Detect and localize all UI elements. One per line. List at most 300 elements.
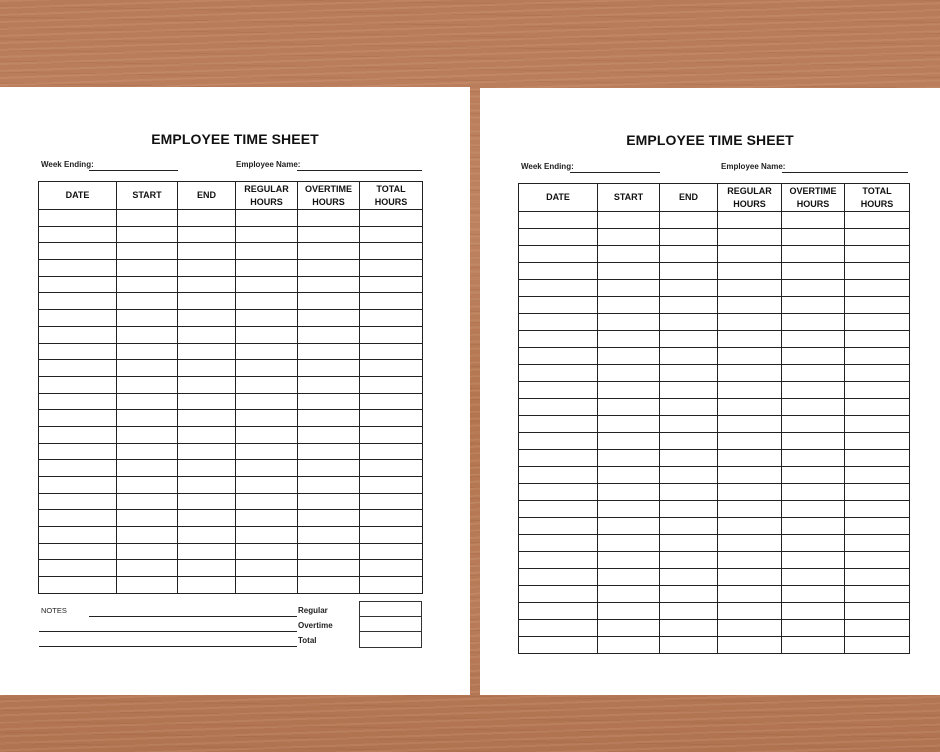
cell-start[interactable] bbox=[117, 293, 178, 310]
cell-overtime-hours[interactable] bbox=[782, 416, 845, 433]
cell-start[interactable] bbox=[598, 501, 660, 518]
cell-total-hours[interactable] bbox=[845, 603, 910, 620]
cell-regular-hours[interactable] bbox=[718, 484, 782, 501]
cell-start[interactable] bbox=[598, 586, 660, 603]
cell-total-hours[interactable] bbox=[845, 501, 910, 518]
cell-overtime-hours[interactable] bbox=[782, 467, 845, 484]
cell-overtime-hours[interactable] bbox=[298, 460, 360, 477]
cell-total-hours[interactable] bbox=[360, 376, 423, 393]
cell-regular-hours[interactable] bbox=[236, 443, 298, 460]
cell-start[interactable] bbox=[598, 603, 660, 620]
cell-start[interactable] bbox=[117, 543, 178, 560]
cell-total-hours[interactable] bbox=[845, 416, 910, 433]
cell-regular-hours[interactable] bbox=[718, 263, 782, 280]
cell-date[interactable] bbox=[519, 365, 598, 382]
cell-overtime-hours[interactable] bbox=[298, 260, 360, 277]
cell-date[interactable] bbox=[519, 484, 598, 501]
cell-regular-hours[interactable] bbox=[718, 331, 782, 348]
cell-date[interactable] bbox=[519, 467, 598, 484]
cell-total-hours[interactable] bbox=[845, 382, 910, 399]
cell-start[interactable] bbox=[598, 416, 660, 433]
cell-total-hours[interactable] bbox=[845, 484, 910, 501]
cell-end[interactable] bbox=[178, 460, 236, 477]
cell-total-hours[interactable] bbox=[845, 586, 910, 603]
cell-end[interactable] bbox=[660, 297, 718, 314]
cell-overtime-hours[interactable] bbox=[298, 360, 360, 377]
cell-date[interactable] bbox=[519, 382, 598, 399]
cell-total-hours[interactable] bbox=[360, 543, 423, 560]
cell-end[interactable] bbox=[660, 450, 718, 467]
cell-total-hours[interactable] bbox=[845, 620, 910, 637]
cell-end[interactable] bbox=[660, 246, 718, 263]
cell-end[interactable] bbox=[178, 276, 236, 293]
cell-overtime-hours[interactable] bbox=[298, 310, 360, 327]
cell-regular-hours[interactable] bbox=[236, 326, 298, 343]
cell-date[interactable] bbox=[519, 212, 598, 229]
cell-total-hours[interactable] bbox=[845, 450, 910, 467]
cell-regular-hours[interactable] bbox=[718, 348, 782, 365]
cell-date[interactable] bbox=[39, 243, 117, 260]
cell-end[interactable] bbox=[178, 443, 236, 460]
cell-overtime-hours[interactable] bbox=[298, 226, 360, 243]
overtime-total-field[interactable] bbox=[360, 617, 421, 632]
cell-overtime-hours[interactable] bbox=[298, 326, 360, 343]
cell-date[interactable] bbox=[519, 229, 598, 246]
cell-end[interactable] bbox=[660, 552, 718, 569]
cell-overtime-hours[interactable] bbox=[782, 569, 845, 586]
cell-date[interactable] bbox=[39, 226, 117, 243]
cell-end[interactable] bbox=[660, 365, 718, 382]
cell-start[interactable] bbox=[598, 348, 660, 365]
cell-overtime-hours[interactable] bbox=[298, 577, 360, 594]
cell-overtime-hours[interactable] bbox=[782, 280, 845, 297]
cell-end[interactable] bbox=[660, 484, 718, 501]
cell-start[interactable] bbox=[117, 426, 178, 443]
cell-regular-hours[interactable] bbox=[236, 393, 298, 410]
cell-date[interactable] bbox=[519, 331, 598, 348]
cell-total-hours[interactable] bbox=[360, 260, 423, 277]
cell-start[interactable] bbox=[117, 527, 178, 544]
cell-overtime-hours[interactable] bbox=[782, 297, 845, 314]
cell-overtime-hours[interactable] bbox=[298, 510, 360, 527]
cell-start[interactable] bbox=[598, 382, 660, 399]
cell-total-hours[interactable] bbox=[360, 326, 423, 343]
cell-total-hours[interactable] bbox=[845, 246, 910, 263]
cell-date[interactable] bbox=[39, 477, 117, 494]
cell-overtime-hours[interactable] bbox=[782, 365, 845, 382]
cell-overtime-hours[interactable] bbox=[782, 314, 845, 331]
cell-start[interactable] bbox=[117, 260, 178, 277]
cell-start[interactable] bbox=[598, 450, 660, 467]
regular-total-field[interactable] bbox=[360, 602, 421, 617]
cell-overtime-hours[interactable] bbox=[298, 276, 360, 293]
cell-date[interactable] bbox=[519, 603, 598, 620]
cell-date[interactable] bbox=[39, 276, 117, 293]
cell-regular-hours[interactable] bbox=[718, 552, 782, 569]
cell-end[interactable] bbox=[178, 293, 236, 310]
cell-date[interactable] bbox=[39, 577, 117, 594]
cell-date[interactable] bbox=[39, 393, 117, 410]
cell-date[interactable] bbox=[519, 620, 598, 637]
cell-overtime-hours[interactable] bbox=[782, 450, 845, 467]
cell-overtime-hours[interactable] bbox=[782, 229, 845, 246]
cell-overtime-hours[interactable] bbox=[782, 331, 845, 348]
notes-line-1[interactable] bbox=[89, 616, 297, 617]
cell-regular-hours[interactable] bbox=[718, 280, 782, 297]
cell-start[interactable] bbox=[117, 343, 178, 360]
cell-total-hours[interactable] bbox=[845, 467, 910, 484]
cell-end[interactable] bbox=[660, 331, 718, 348]
cell-end[interactable] bbox=[178, 310, 236, 327]
cell-date[interactable] bbox=[519, 501, 598, 518]
cell-start[interactable] bbox=[117, 493, 178, 510]
cell-total-hours[interactable] bbox=[360, 510, 423, 527]
cell-total-hours[interactable] bbox=[845, 280, 910, 297]
cell-regular-hours[interactable] bbox=[236, 210, 298, 227]
cell-total-hours[interactable] bbox=[845, 263, 910, 280]
cell-total-hours[interactable] bbox=[845, 552, 910, 569]
cell-date[interactable] bbox=[519, 450, 598, 467]
cell-end[interactable] bbox=[178, 527, 236, 544]
cell-end[interactable] bbox=[660, 280, 718, 297]
cell-total-hours[interactable] bbox=[845, 518, 910, 535]
cell-regular-hours[interactable] bbox=[718, 433, 782, 450]
cell-date[interactable] bbox=[39, 460, 117, 477]
cell-regular-hours[interactable] bbox=[718, 399, 782, 416]
cell-start[interactable] bbox=[117, 510, 178, 527]
cell-end[interactable] bbox=[178, 210, 236, 227]
cell-start[interactable] bbox=[598, 280, 660, 297]
cell-end[interactable] bbox=[660, 637, 718, 654]
cell-start[interactable] bbox=[598, 229, 660, 246]
cell-start[interactable] bbox=[598, 535, 660, 552]
cell-overtime-hours[interactable] bbox=[782, 586, 845, 603]
cell-overtime-hours[interactable] bbox=[782, 637, 845, 654]
cell-end[interactable] bbox=[660, 501, 718, 518]
cell-date[interactable] bbox=[39, 560, 117, 577]
cell-date[interactable] bbox=[39, 543, 117, 560]
cell-regular-hours[interactable] bbox=[236, 510, 298, 527]
cell-date[interactable] bbox=[39, 260, 117, 277]
cell-total-hours[interactable] bbox=[360, 393, 423, 410]
cell-regular-hours[interactable] bbox=[236, 527, 298, 544]
cell-overtime-hours[interactable] bbox=[782, 433, 845, 450]
cell-total-hours[interactable] bbox=[360, 410, 423, 427]
cell-regular-hours[interactable] bbox=[718, 637, 782, 654]
cell-start[interactable] bbox=[598, 246, 660, 263]
cell-date[interactable] bbox=[39, 410, 117, 427]
cell-start[interactable] bbox=[598, 518, 660, 535]
cell-regular-hours[interactable] bbox=[236, 460, 298, 477]
cell-start[interactable] bbox=[598, 552, 660, 569]
cell-total-hours[interactable] bbox=[845, 297, 910, 314]
employee-name-field[interactable] bbox=[782, 172, 908, 173]
cell-start[interactable] bbox=[117, 310, 178, 327]
cell-start[interactable] bbox=[598, 399, 660, 416]
cell-start[interactable] bbox=[598, 365, 660, 382]
cell-start[interactable] bbox=[117, 443, 178, 460]
cell-regular-hours[interactable] bbox=[718, 314, 782, 331]
cell-start[interactable] bbox=[117, 226, 178, 243]
cell-total-hours[interactable] bbox=[845, 365, 910, 382]
cell-regular-hours[interactable] bbox=[236, 493, 298, 510]
cell-end[interactable] bbox=[178, 426, 236, 443]
cell-overtime-hours[interactable] bbox=[298, 443, 360, 460]
cell-overtime-hours[interactable] bbox=[298, 243, 360, 260]
cell-total-hours[interactable] bbox=[360, 293, 423, 310]
cell-start[interactable] bbox=[117, 243, 178, 260]
cell-start[interactable] bbox=[598, 297, 660, 314]
cell-end[interactable] bbox=[178, 543, 236, 560]
cell-end[interactable] bbox=[178, 577, 236, 594]
cell-overtime-hours[interactable] bbox=[782, 382, 845, 399]
cell-end[interactable] bbox=[660, 433, 718, 450]
cell-date[interactable] bbox=[519, 280, 598, 297]
cell-overtime-hours[interactable] bbox=[298, 543, 360, 560]
cell-date[interactable] bbox=[519, 399, 598, 416]
cell-start[interactable] bbox=[598, 484, 660, 501]
cell-regular-hours[interactable] bbox=[718, 467, 782, 484]
cell-end[interactable] bbox=[660, 229, 718, 246]
cell-total-hours[interactable] bbox=[360, 360, 423, 377]
cell-end[interactable] bbox=[660, 348, 718, 365]
cell-overtime-hours[interactable] bbox=[298, 410, 360, 427]
cell-start[interactable] bbox=[117, 477, 178, 494]
cell-end[interactable] bbox=[660, 416, 718, 433]
cell-regular-hours[interactable] bbox=[236, 543, 298, 560]
cell-regular-hours[interactable] bbox=[236, 426, 298, 443]
cell-end[interactable] bbox=[178, 493, 236, 510]
cell-overtime-hours[interactable] bbox=[782, 603, 845, 620]
cell-date[interactable] bbox=[39, 360, 117, 377]
cell-regular-hours[interactable] bbox=[236, 226, 298, 243]
cell-date[interactable] bbox=[519, 569, 598, 586]
cell-total-hours[interactable] bbox=[845, 331, 910, 348]
cell-overtime-hours[interactable] bbox=[782, 484, 845, 501]
cell-regular-hours[interactable] bbox=[718, 603, 782, 620]
cell-overtime-hours[interactable] bbox=[782, 348, 845, 365]
cell-date[interactable] bbox=[519, 314, 598, 331]
cell-end[interactable] bbox=[178, 510, 236, 527]
cell-start[interactable] bbox=[598, 637, 660, 654]
cell-overtime-hours[interactable] bbox=[298, 210, 360, 227]
cell-date[interactable] bbox=[39, 376, 117, 393]
notes-line-3[interactable] bbox=[39, 646, 297, 647]
cell-end[interactable] bbox=[178, 393, 236, 410]
cell-start[interactable] bbox=[117, 560, 178, 577]
cell-total-hours[interactable] bbox=[845, 569, 910, 586]
cell-regular-hours[interactable] bbox=[236, 477, 298, 494]
cell-regular-hours[interactable] bbox=[718, 586, 782, 603]
cell-overtime-hours[interactable] bbox=[782, 212, 845, 229]
cell-end[interactable] bbox=[178, 560, 236, 577]
cell-overtime-hours[interactable] bbox=[298, 527, 360, 544]
cell-start[interactable] bbox=[598, 569, 660, 586]
cell-start[interactable] bbox=[117, 460, 178, 477]
cell-regular-hours[interactable] bbox=[236, 360, 298, 377]
cell-regular-hours[interactable] bbox=[718, 518, 782, 535]
cell-total-hours[interactable] bbox=[360, 243, 423, 260]
cell-total-hours[interactable] bbox=[845, 314, 910, 331]
cell-start[interactable] bbox=[598, 263, 660, 280]
cell-date[interactable] bbox=[519, 263, 598, 280]
cell-end[interactable] bbox=[178, 243, 236, 260]
cell-total-hours[interactable] bbox=[360, 226, 423, 243]
cell-overtime-hours[interactable] bbox=[298, 560, 360, 577]
cell-end[interactable] bbox=[660, 212, 718, 229]
cell-date[interactable] bbox=[39, 210, 117, 227]
cell-date[interactable] bbox=[39, 426, 117, 443]
cell-end[interactable] bbox=[660, 535, 718, 552]
cell-end[interactable] bbox=[660, 603, 718, 620]
cell-end[interactable] bbox=[178, 477, 236, 494]
cell-regular-hours[interactable] bbox=[718, 246, 782, 263]
cell-date[interactable] bbox=[519, 416, 598, 433]
cell-regular-hours[interactable] bbox=[236, 343, 298, 360]
cell-total-hours[interactable] bbox=[360, 460, 423, 477]
cell-start[interactable] bbox=[598, 433, 660, 450]
cell-date[interactable] bbox=[519, 535, 598, 552]
cell-overtime-hours[interactable] bbox=[782, 399, 845, 416]
cell-date[interactable] bbox=[39, 343, 117, 360]
cell-end[interactable] bbox=[178, 376, 236, 393]
cell-end[interactable] bbox=[660, 314, 718, 331]
cell-end[interactable] bbox=[178, 410, 236, 427]
cell-date[interactable] bbox=[519, 552, 598, 569]
cell-total-hours[interactable] bbox=[845, 433, 910, 450]
cell-regular-hours[interactable] bbox=[718, 365, 782, 382]
cell-total-hours[interactable] bbox=[360, 343, 423, 360]
cell-total-hours[interactable] bbox=[360, 276, 423, 293]
cell-date[interactable] bbox=[519, 586, 598, 603]
cell-total-hours[interactable] bbox=[360, 577, 423, 594]
cell-start[interactable] bbox=[117, 360, 178, 377]
cell-end[interactable] bbox=[178, 226, 236, 243]
cell-regular-hours[interactable] bbox=[718, 297, 782, 314]
cell-start[interactable] bbox=[598, 314, 660, 331]
cell-start[interactable] bbox=[117, 210, 178, 227]
cell-end[interactable] bbox=[178, 326, 236, 343]
week-ending-field[interactable] bbox=[570, 172, 660, 173]
cell-regular-hours[interactable] bbox=[718, 535, 782, 552]
cell-overtime-hours[interactable] bbox=[782, 246, 845, 263]
cell-regular-hours[interactable] bbox=[236, 410, 298, 427]
cell-overtime-hours[interactable] bbox=[298, 493, 360, 510]
cell-date[interactable] bbox=[39, 443, 117, 460]
cell-total-hours[interactable] bbox=[360, 560, 423, 577]
cell-start[interactable] bbox=[598, 212, 660, 229]
cell-start[interactable] bbox=[117, 376, 178, 393]
cell-date[interactable] bbox=[39, 293, 117, 310]
cell-end[interactable] bbox=[178, 360, 236, 377]
cell-end[interactable] bbox=[660, 399, 718, 416]
cell-overtime-hours[interactable] bbox=[782, 620, 845, 637]
cell-regular-hours[interactable] bbox=[236, 260, 298, 277]
cell-total-hours[interactable] bbox=[845, 212, 910, 229]
cell-total-hours[interactable] bbox=[360, 310, 423, 327]
cell-total-hours[interactable] bbox=[360, 443, 423, 460]
cell-date[interactable] bbox=[519, 518, 598, 535]
cell-date[interactable] bbox=[519, 246, 598, 263]
cell-overtime-hours[interactable] bbox=[782, 535, 845, 552]
notes-line-2[interactable] bbox=[39, 631, 297, 632]
cell-regular-hours[interactable] bbox=[718, 620, 782, 637]
cell-overtime-hours[interactable] bbox=[782, 518, 845, 535]
cell-end[interactable] bbox=[660, 263, 718, 280]
cell-total-hours[interactable] bbox=[845, 535, 910, 552]
cell-regular-hours[interactable] bbox=[718, 229, 782, 246]
cell-regular-hours[interactable] bbox=[718, 569, 782, 586]
cell-end[interactable] bbox=[178, 260, 236, 277]
cell-date[interactable] bbox=[39, 493, 117, 510]
cell-total-hours[interactable] bbox=[360, 210, 423, 227]
cell-date[interactable] bbox=[39, 326, 117, 343]
cell-start[interactable] bbox=[598, 331, 660, 348]
cell-end[interactable] bbox=[660, 467, 718, 484]
cell-regular-hours[interactable] bbox=[718, 501, 782, 518]
cell-regular-hours[interactable] bbox=[718, 212, 782, 229]
cell-start[interactable] bbox=[117, 577, 178, 594]
cell-overtime-hours[interactable] bbox=[298, 477, 360, 494]
cell-overtime-hours[interactable] bbox=[782, 552, 845, 569]
cell-total-hours[interactable] bbox=[360, 527, 423, 544]
cell-total-hours[interactable] bbox=[360, 477, 423, 494]
cell-overtime-hours[interactable] bbox=[298, 293, 360, 310]
cell-date[interactable] bbox=[519, 348, 598, 365]
cell-date[interactable] bbox=[39, 310, 117, 327]
cell-date[interactable] bbox=[39, 510, 117, 527]
cell-start[interactable] bbox=[117, 393, 178, 410]
cell-date[interactable] bbox=[519, 433, 598, 450]
cell-total-hours[interactable] bbox=[360, 493, 423, 510]
cell-regular-hours[interactable] bbox=[236, 577, 298, 594]
cell-end[interactable] bbox=[660, 620, 718, 637]
cell-total-hours[interactable] bbox=[845, 229, 910, 246]
cell-end[interactable] bbox=[660, 569, 718, 586]
cell-regular-hours[interactable] bbox=[236, 243, 298, 260]
cell-regular-hours[interactable] bbox=[718, 416, 782, 433]
grand-total-field[interactable] bbox=[360, 632, 421, 647]
cell-overtime-hours[interactable] bbox=[782, 501, 845, 518]
cell-date[interactable] bbox=[39, 527, 117, 544]
cell-regular-hours[interactable] bbox=[236, 376, 298, 393]
cell-start[interactable] bbox=[117, 276, 178, 293]
cell-total-hours[interactable] bbox=[845, 399, 910, 416]
cell-regular-hours[interactable] bbox=[236, 293, 298, 310]
week-ending-field[interactable] bbox=[89, 170, 178, 171]
cell-overtime-hours[interactable] bbox=[782, 263, 845, 280]
cell-regular-hours[interactable] bbox=[236, 276, 298, 293]
cell-end[interactable] bbox=[660, 586, 718, 603]
cell-total-hours[interactable] bbox=[360, 426, 423, 443]
cell-overtime-hours[interactable] bbox=[298, 376, 360, 393]
cell-overtime-hours[interactable] bbox=[298, 393, 360, 410]
cell-overtime-hours[interactable] bbox=[298, 343, 360, 360]
cell-start[interactable] bbox=[117, 326, 178, 343]
cell-end[interactable] bbox=[178, 343, 236, 360]
cell-regular-hours[interactable] bbox=[718, 382, 782, 399]
employee-name-field[interactable] bbox=[297, 170, 422, 171]
cell-start[interactable] bbox=[598, 467, 660, 484]
cell-date[interactable] bbox=[519, 297, 598, 314]
cell-start[interactable] bbox=[598, 620, 660, 637]
cell-regular-hours[interactable] bbox=[236, 310, 298, 327]
cell-overtime-hours[interactable] bbox=[298, 426, 360, 443]
cell-end[interactable] bbox=[660, 518, 718, 535]
cell-total-hours[interactable] bbox=[845, 348, 910, 365]
cell-end[interactable] bbox=[660, 382, 718, 399]
cell-start[interactable] bbox=[117, 410, 178, 427]
